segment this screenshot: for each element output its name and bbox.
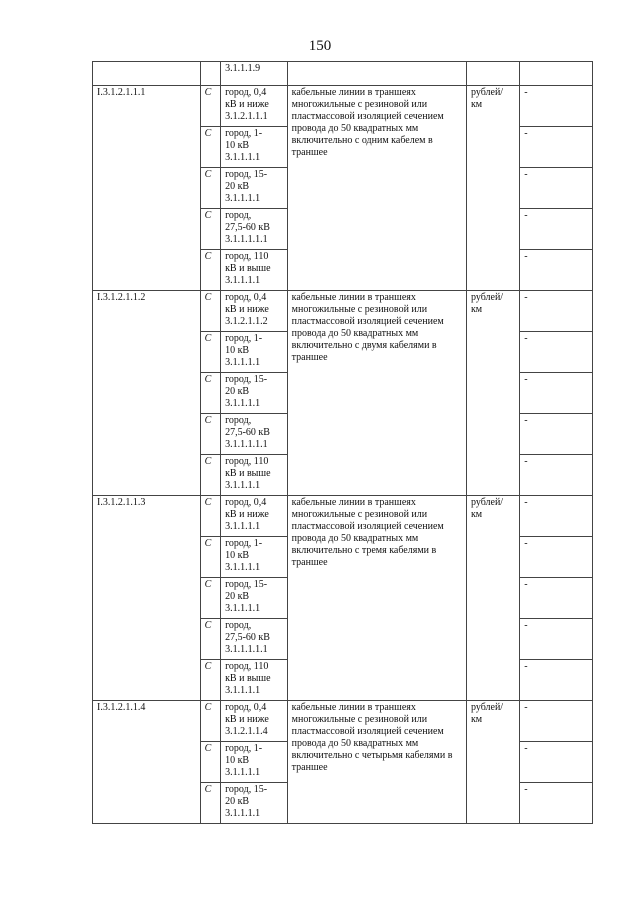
location-cell: [221, 496, 288, 537]
location-text: город, 1- 10 кВ 3.1.1.1.1: [225, 333, 263, 368]
description-cell: кабельные линии в траншеях многожильные с резиновой или пластмассовой изоляцией сечением провода до 50 квадратных мм включительно с тремя кабелями в траншее: [287, 496, 466, 701]
location-cell: [221, 291, 288, 332]
value-cell: -: [520, 291, 593, 332]
value-cell: -: [520, 332, 593, 373]
letter-cell: С: [200, 537, 220, 578]
code-cell: I.3.1.2.1.1.4: [93, 701, 201, 824]
letter-cell: С: [200, 742, 220, 783]
location-text: город, 0,4 кВ и ниже 3.1.2.1.1.2: [225, 292, 269, 327]
location-cell: [221, 414, 288, 455]
unit-cell: [466, 62, 519, 86]
value-cell: -: [520, 127, 593, 168]
letter-cell: С: [200, 496, 220, 537]
value-cell: -: [520, 209, 593, 250]
location-text: город, 0,4 кВ и ниже 3.1.2.1.1.4: [225, 702, 269, 737]
value-cell: -: [520, 742, 593, 783]
value-cell: -: [520, 578, 593, 619]
value-cell: [520, 62, 593, 86]
location-cell: [221, 373, 288, 414]
letter-cell: С: [200, 701, 220, 742]
code-cell: I.3.1.2.1.1.3: [93, 496, 201, 701]
code-cell: I.3.1.2.1.1.2: [93, 291, 201, 496]
value-cell: -: [520, 619, 593, 660]
letter-cell: С: [200, 168, 220, 209]
table-row: [93, 291, 593, 332]
value-cell: -: [520, 537, 593, 578]
table-body: [93, 62, 593, 824]
location-cell: 3.1.1.1.9: [221, 62, 288, 86]
letter-cell: С: [200, 250, 220, 291]
location-text: город, 15- 20 кВ 3.1.1.1.1: [225, 374, 268, 409]
value-cell: -: [520, 168, 593, 209]
location-cell: [221, 127, 288, 168]
location-text: город, 1- 10 кВ 3.1.1.1.1: [225, 743, 263, 778]
value-cell: -: [520, 660, 593, 701]
location-text: город, 27,5-60 кВ 3.1.1.1.1.1: [225, 620, 270, 655]
location-cell: [221, 578, 288, 619]
value-cell: -: [520, 414, 593, 455]
location-text: город, 27,5-60 кВ 3.1.1.1.1.1: [225, 210, 270, 245]
value-cell: -: [520, 86, 593, 127]
letter-cell: С: [200, 414, 220, 455]
location-cell: [221, 701, 288, 742]
location-cell: [221, 742, 288, 783]
value-cell: -: [520, 455, 593, 496]
letter-cell: С: [200, 455, 220, 496]
letter-cell: С: [200, 332, 220, 373]
location-cell: [221, 86, 288, 127]
letter-cell: С: [200, 373, 220, 414]
table-row: [93, 496, 593, 537]
code-cell: I.3.1.2.1.1.1: [93, 86, 201, 291]
location-text: город, 15- 20 кВ 3.1.1.1.1: [225, 579, 268, 614]
letter-cell: С: [200, 291, 220, 332]
table-row: [93, 86, 593, 127]
table-row-continuation: [93, 62, 593, 86]
location-text: город, 110 кВ и выше 3.1.1.1.1: [225, 661, 271, 696]
location-text: город, 15- 20 кВ 3.1.1.1.1: [225, 784, 268, 819]
location-text: город, 1- 10 кВ 3.1.1.1.1: [225, 538, 263, 573]
location-cell: [221, 455, 288, 496]
unit-cell: рублей/ км: [466, 291, 519, 496]
page-number: 150: [308, 38, 332, 54]
location-text: город, 0,4 кВ и ниже 3.1.2.1.1.1: [225, 87, 269, 122]
letter-cell: С: [200, 619, 220, 660]
description-cell: кабельные линии в траншеях многожильные с резиновой или пластмассовой изоляцией сечением провода до 50 квадратных мм включительно с двумя кабелями в траншее: [287, 291, 466, 496]
value-cell: -: [520, 373, 593, 414]
location-text: город, 15- 20 кВ 3.1.1.1.1: [225, 169, 268, 204]
code-cell: [93, 62, 201, 86]
unit-cell: рублей/ км: [466, 86, 519, 291]
letter-cell: [200, 62, 220, 86]
location-cell: [221, 168, 288, 209]
letter-cell: С: [200, 660, 220, 701]
letter-cell: С: [200, 86, 220, 127]
letter-cell: С: [200, 127, 220, 168]
location-cell: [221, 619, 288, 660]
letter-cell: С: [200, 209, 220, 250]
location-cell: [221, 783, 288, 824]
description-cell: [287, 62, 466, 86]
location-cell: [221, 332, 288, 373]
value-cell: -: [520, 250, 593, 291]
location-cell: [221, 660, 288, 701]
description-cell: кабельные линии в траншеях многожильные с резиновой или пластмассовой изоляцией сечением провода до 50 квадратных мм включительно с одним кабелем в траншее: [287, 86, 466, 291]
description-cell: кабельные линии в траншеях многожильные с резиновой или пластмассовой изоляцией сечением провода до 50 квадратных мм включительно с четырьмя кабелями в траншее: [287, 701, 466, 824]
letter-cell: С: [200, 578, 220, 619]
location-text: город, 27,5-60 кВ 3.1.1.1.1.1: [225, 415, 270, 450]
location-text: город, 110 кВ и выше 3.1.1.1.1: [225, 456, 271, 491]
location-cell: [221, 537, 288, 578]
location-cell: [221, 250, 288, 291]
location-text: город, 1- 10 кВ 3.1.1.1.1: [225, 128, 263, 163]
location-text: город, 110 кВ и выше 3.1.1.1.1: [225, 251, 271, 286]
unit-cell: рублей/ км: [466, 496, 519, 701]
table-row: [93, 701, 593, 742]
location-cell: [221, 209, 288, 250]
value-cell: -: [520, 783, 593, 824]
value-cell: -: [520, 701, 593, 742]
unit-cell: рублей/ км: [466, 701, 519, 824]
tariff-table: [92, 61, 593, 824]
letter-cell: С: [200, 783, 220, 824]
value-cell: -: [520, 496, 593, 537]
location-text: город, 0,4 кВ и ниже 3.1.1.1.1: [225, 497, 269, 532]
